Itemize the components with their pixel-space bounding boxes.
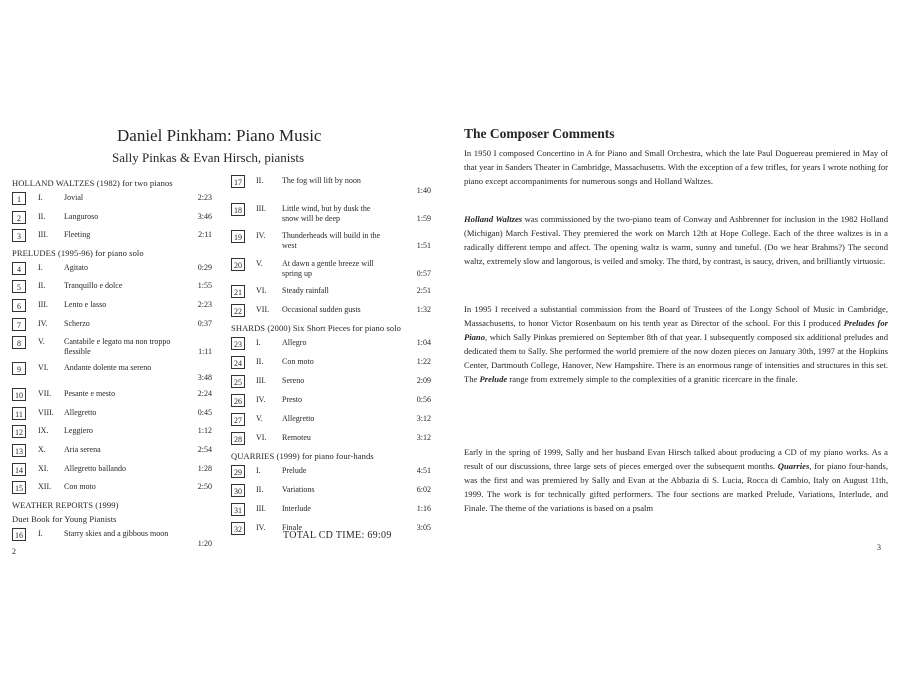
track-title: Con moto xyxy=(282,357,314,366)
performers-subtitle: Sally Pinkas & Evan Hirsch, pianists xyxy=(112,150,305,165)
movement-numeral: V. xyxy=(38,337,45,347)
track-title: Con moto xyxy=(64,482,96,492)
track-duration: 1:51 xyxy=(416,241,431,250)
movement-numeral: I. xyxy=(38,262,43,272)
track-number: 6 xyxy=(12,299,26,312)
track-title: At dawn a gentle breeze will spring up xyxy=(282,258,374,278)
section-heading: PRELUDES (1995-96) for piano solo xyxy=(12,247,144,258)
album-title: Daniel Pinkham: Piano Music xyxy=(117,126,322,145)
track-duration: 0:57 xyxy=(416,268,431,278)
work-title-holland-waltzes: Holland Waltzes xyxy=(464,214,523,224)
section-heading: HOLLAND WALTZES (1982) for two pianos xyxy=(12,178,173,188)
track-title: Pesante e mesto xyxy=(64,389,116,399)
track-number: 8 xyxy=(12,336,26,349)
track-duration: 1:32 xyxy=(416,305,431,314)
track-number: 19 xyxy=(231,230,245,243)
track-duration: 2:11 xyxy=(198,230,212,240)
movement-numeral: I. xyxy=(256,338,261,347)
track-number: 30 xyxy=(231,484,245,497)
movement-numeral: IV. xyxy=(256,523,266,532)
work-title-preludes: Preludes for Piano xyxy=(464,318,888,342)
track-title: Remoteu xyxy=(282,433,311,442)
track-number: 31 xyxy=(231,503,245,516)
movement-numeral: I. xyxy=(38,193,43,202)
track-number: 27 xyxy=(231,413,245,426)
track-duration: 2:51 xyxy=(416,286,431,295)
track-duration: 2:23 xyxy=(197,193,212,202)
paragraph-quarries xyxy=(464,445,888,515)
track-number: 23 xyxy=(231,337,245,350)
track-number: 4 xyxy=(12,262,26,275)
paragraph-text: Early in the spring of 1999, Sally and her husband Evan Hirsch talked about producing a CD of my piano works. As a result of our discussions, three large sets of pieces emerged over the subsequent months. xyxy=(464,447,888,471)
track-duration: 1:22 xyxy=(416,357,431,366)
track-title: The fog will lift by noon xyxy=(282,176,361,185)
track-title: Allegretto ballando xyxy=(64,463,126,473)
track-title: Presto xyxy=(282,395,302,404)
track-number: 32 xyxy=(231,522,245,535)
track-number: 26 xyxy=(231,394,245,407)
track-duration: 1:20 xyxy=(197,538,212,548)
track-number: 18 xyxy=(231,203,245,216)
track-number: 16 xyxy=(12,528,26,541)
track-title: Steady rainfall xyxy=(282,286,329,295)
track-title: Variations xyxy=(282,485,315,494)
track-duration: 1:16 xyxy=(416,504,431,513)
movement-numeral: VIII. xyxy=(38,407,54,417)
track-title: Cantabile e legato ma non troppo flessible xyxy=(64,337,171,357)
track-title: Interlude xyxy=(282,504,311,513)
track-duration: 6:02 xyxy=(416,485,431,494)
track-duration: 1:59 xyxy=(416,213,431,223)
track-duration: 0:45 xyxy=(197,407,212,417)
movement-numeral: V. xyxy=(256,258,263,268)
track-duration: 0:29 xyxy=(197,262,212,272)
track-duration: 3:48 xyxy=(197,373,212,383)
paragraph-text: , which Sally Pinkas premiered on September 8th of that year. I subsequently composed six additional preludes and dedicated them to Sally. She performed the world premiere of the now dozen pieces on January 30th, 1997 at the Hopkins Center, Dartmouth College, Hanover, New Hampshire. There is an enormous range of intensities and structures in this set. The xyxy=(464,332,888,384)
page-number-left: 2 xyxy=(12,547,16,556)
movement-numeral: XII. xyxy=(38,482,52,492)
track-duration: 3:05 xyxy=(416,523,431,532)
movement-numeral: III. xyxy=(256,203,266,213)
track-duration: 2:24 xyxy=(197,389,212,399)
movement-numeral: IV. xyxy=(256,231,266,240)
track-duration: 0:37 xyxy=(197,318,212,328)
track-duration: 1:55 xyxy=(197,281,212,291)
track-title: Finale xyxy=(282,523,302,532)
track-title: Leggiero xyxy=(64,426,93,436)
track-duration: 0:56 xyxy=(416,395,431,404)
track-duration: 3:12 xyxy=(416,433,431,442)
paragraph-concertino: In 1950 I composed Concertino in A for Piano and Small Orchestra, which the late Paul Doguereau premiered in May of that year in Sanders Theater in Cambridge, Massachusetts. With the exception of a few trifles, for years I wrote nothing for piano except accompaniments for numerous songs and Holland Waltzes. xyxy=(464,148,888,186)
track-number: 9 xyxy=(12,362,26,375)
track-number: 12 xyxy=(12,425,26,438)
section-heading: Duet Book for Young Pianists xyxy=(12,513,117,524)
track-number: 28 xyxy=(231,432,245,445)
track-title: Allegretto xyxy=(64,407,97,417)
section-heading: SHARDS (2000) Six Short Pieces for piano solo xyxy=(231,323,402,333)
work-title-prelude: Prelude xyxy=(479,374,508,384)
track-number: 13 xyxy=(12,444,26,457)
track-title: Little wind, but by dusk the snow will be deep xyxy=(282,203,371,223)
track-number: 3 xyxy=(12,229,26,242)
track-duration: 2:23 xyxy=(197,300,212,309)
track-duration: 1:12 xyxy=(197,426,212,436)
movement-numeral: VII. xyxy=(256,305,270,314)
movement-numeral: III. xyxy=(256,376,266,385)
track-title: Fleeting xyxy=(64,230,91,240)
track-title: Prelude xyxy=(282,466,307,475)
track-duration: 1:40 xyxy=(416,186,431,195)
paragraph-holland-waltzes xyxy=(464,212,888,268)
track-title: Agitato xyxy=(64,262,88,272)
track-number: 15 xyxy=(12,481,26,494)
track-title: Andante dolente ma sereno xyxy=(64,363,152,373)
movement-numeral: IX. xyxy=(38,426,49,436)
track-number: 14 xyxy=(12,463,26,476)
section-heading: WEATHER REPORTS (1999) xyxy=(12,499,119,510)
track-duration: 1:04 xyxy=(416,338,431,347)
track-title: Thunderheads will build in the west xyxy=(282,231,381,250)
track-title: Languroso xyxy=(64,211,99,221)
section-heading: QUARRIES (1999) for piano four-hands xyxy=(231,451,374,461)
movement-numeral: I. xyxy=(38,528,43,538)
movement-numeral: XI. xyxy=(38,463,49,473)
track-duration: 2:54 xyxy=(197,445,212,454)
track-number: 1 xyxy=(12,192,26,205)
movement-numeral: III. xyxy=(38,230,48,240)
page-number-right: 3 xyxy=(877,543,881,552)
movement-numeral: II. xyxy=(256,357,264,366)
movement-numeral: VI. xyxy=(38,363,49,373)
track-number: 20 xyxy=(231,258,245,271)
track-title: Allegretto xyxy=(282,414,315,423)
track-title: Aria serena xyxy=(64,445,101,454)
track-title: Scherzo xyxy=(64,318,90,328)
movement-numeral: II. xyxy=(256,176,264,185)
track-number: 7 xyxy=(12,318,26,331)
track-title: Occasional sudden gusts xyxy=(282,305,361,314)
track-number: 11 xyxy=(12,407,26,420)
track-duration: 3:46 xyxy=(197,211,212,221)
movement-numeral: III. xyxy=(38,300,48,309)
movement-numeral: VI. xyxy=(256,286,267,295)
movement-numeral: III. xyxy=(256,504,266,513)
movement-numeral: II. xyxy=(38,211,46,221)
track-number: 17 xyxy=(231,175,245,188)
track-number: 25 xyxy=(231,375,245,388)
paragraph-text: range from extremely simple to the complexities of a granitic ricercare in the finale. xyxy=(507,374,798,384)
track-title: Starry skies and a gibbous moon xyxy=(64,528,169,538)
track-duration: 1:11 xyxy=(198,347,212,357)
track-duration: 1:28 xyxy=(197,463,212,473)
work-title-quarries: Quarries xyxy=(777,461,810,471)
track-number: 22 xyxy=(231,304,245,317)
total-cd-time: TOTAL CD TIME: 69:09 xyxy=(283,530,392,541)
track-duration: 3:12 xyxy=(416,414,431,423)
movement-numeral: VII. xyxy=(38,389,52,399)
track-title: Sereno xyxy=(282,376,305,385)
track-number: 21 xyxy=(231,285,245,298)
paragraph-text: was commissioned by the two-piano team of Conway and Ashbrenner for inclusion in the 1982 Holland (Michigan) March Festival. They premiered the work on March 12th at Hope College. Each of the three waltzes is in a radically different tempo and affect. The opening waltz is warm, sunny and tuneful. (Do we hear Brahms?) The second waltz, extremely slow and langorous, is veiled and smoky. The third, by contrast, is saucy, driven, and brilliantly virtuosic. xyxy=(464,214,888,266)
movement-numeral: I. xyxy=(256,466,261,475)
track-number: 2 xyxy=(12,211,26,224)
track-duration: 4:51 xyxy=(416,466,431,475)
track-duration: 2:09 xyxy=(416,376,431,385)
track-title: Lento e lasso xyxy=(64,300,107,309)
track-title: Jovial xyxy=(64,193,84,202)
track-number: 29 xyxy=(231,465,245,478)
movement-numeral: X. xyxy=(38,445,46,454)
composer-comments-heading: The Composer Comments xyxy=(464,126,615,141)
paragraph-preludes xyxy=(464,302,888,386)
movement-numeral: II. xyxy=(38,281,46,291)
movement-numeral: IV. xyxy=(38,318,48,328)
track-duration: 2:50 xyxy=(197,482,212,492)
track-title: Allegro xyxy=(282,338,307,347)
paragraph-text: In 1995 I received a substantial commission from the Board of Trustees of the Longy School of Music in Cambridge, Massachusetts, to honor Victor Rosenbaum on his tenth year as Director of the school. For this I produced xyxy=(464,304,888,328)
track-number: 5 xyxy=(12,280,26,293)
paragraph-text: , for piano four-hands, was the first and was premiered by Sally and Evan at the Abbazia di S. Lucia, Rocca di Cambio, Italy on August 11th, 1999. The work is for technically gifted performers. The four sections are marked Prelude, Variations, Interlude, and Finale. The theme of the variations is based on a psalm xyxy=(464,461,888,513)
movement-numeral: IV. xyxy=(256,395,266,404)
track-title: Tranquillo e dolce xyxy=(64,281,123,291)
track-number: 24 xyxy=(231,356,245,369)
track-number: 10 xyxy=(12,388,26,401)
movement-numeral: II. xyxy=(256,485,264,494)
movement-numeral: VI. xyxy=(256,433,267,442)
movement-numeral: V. xyxy=(256,414,263,423)
